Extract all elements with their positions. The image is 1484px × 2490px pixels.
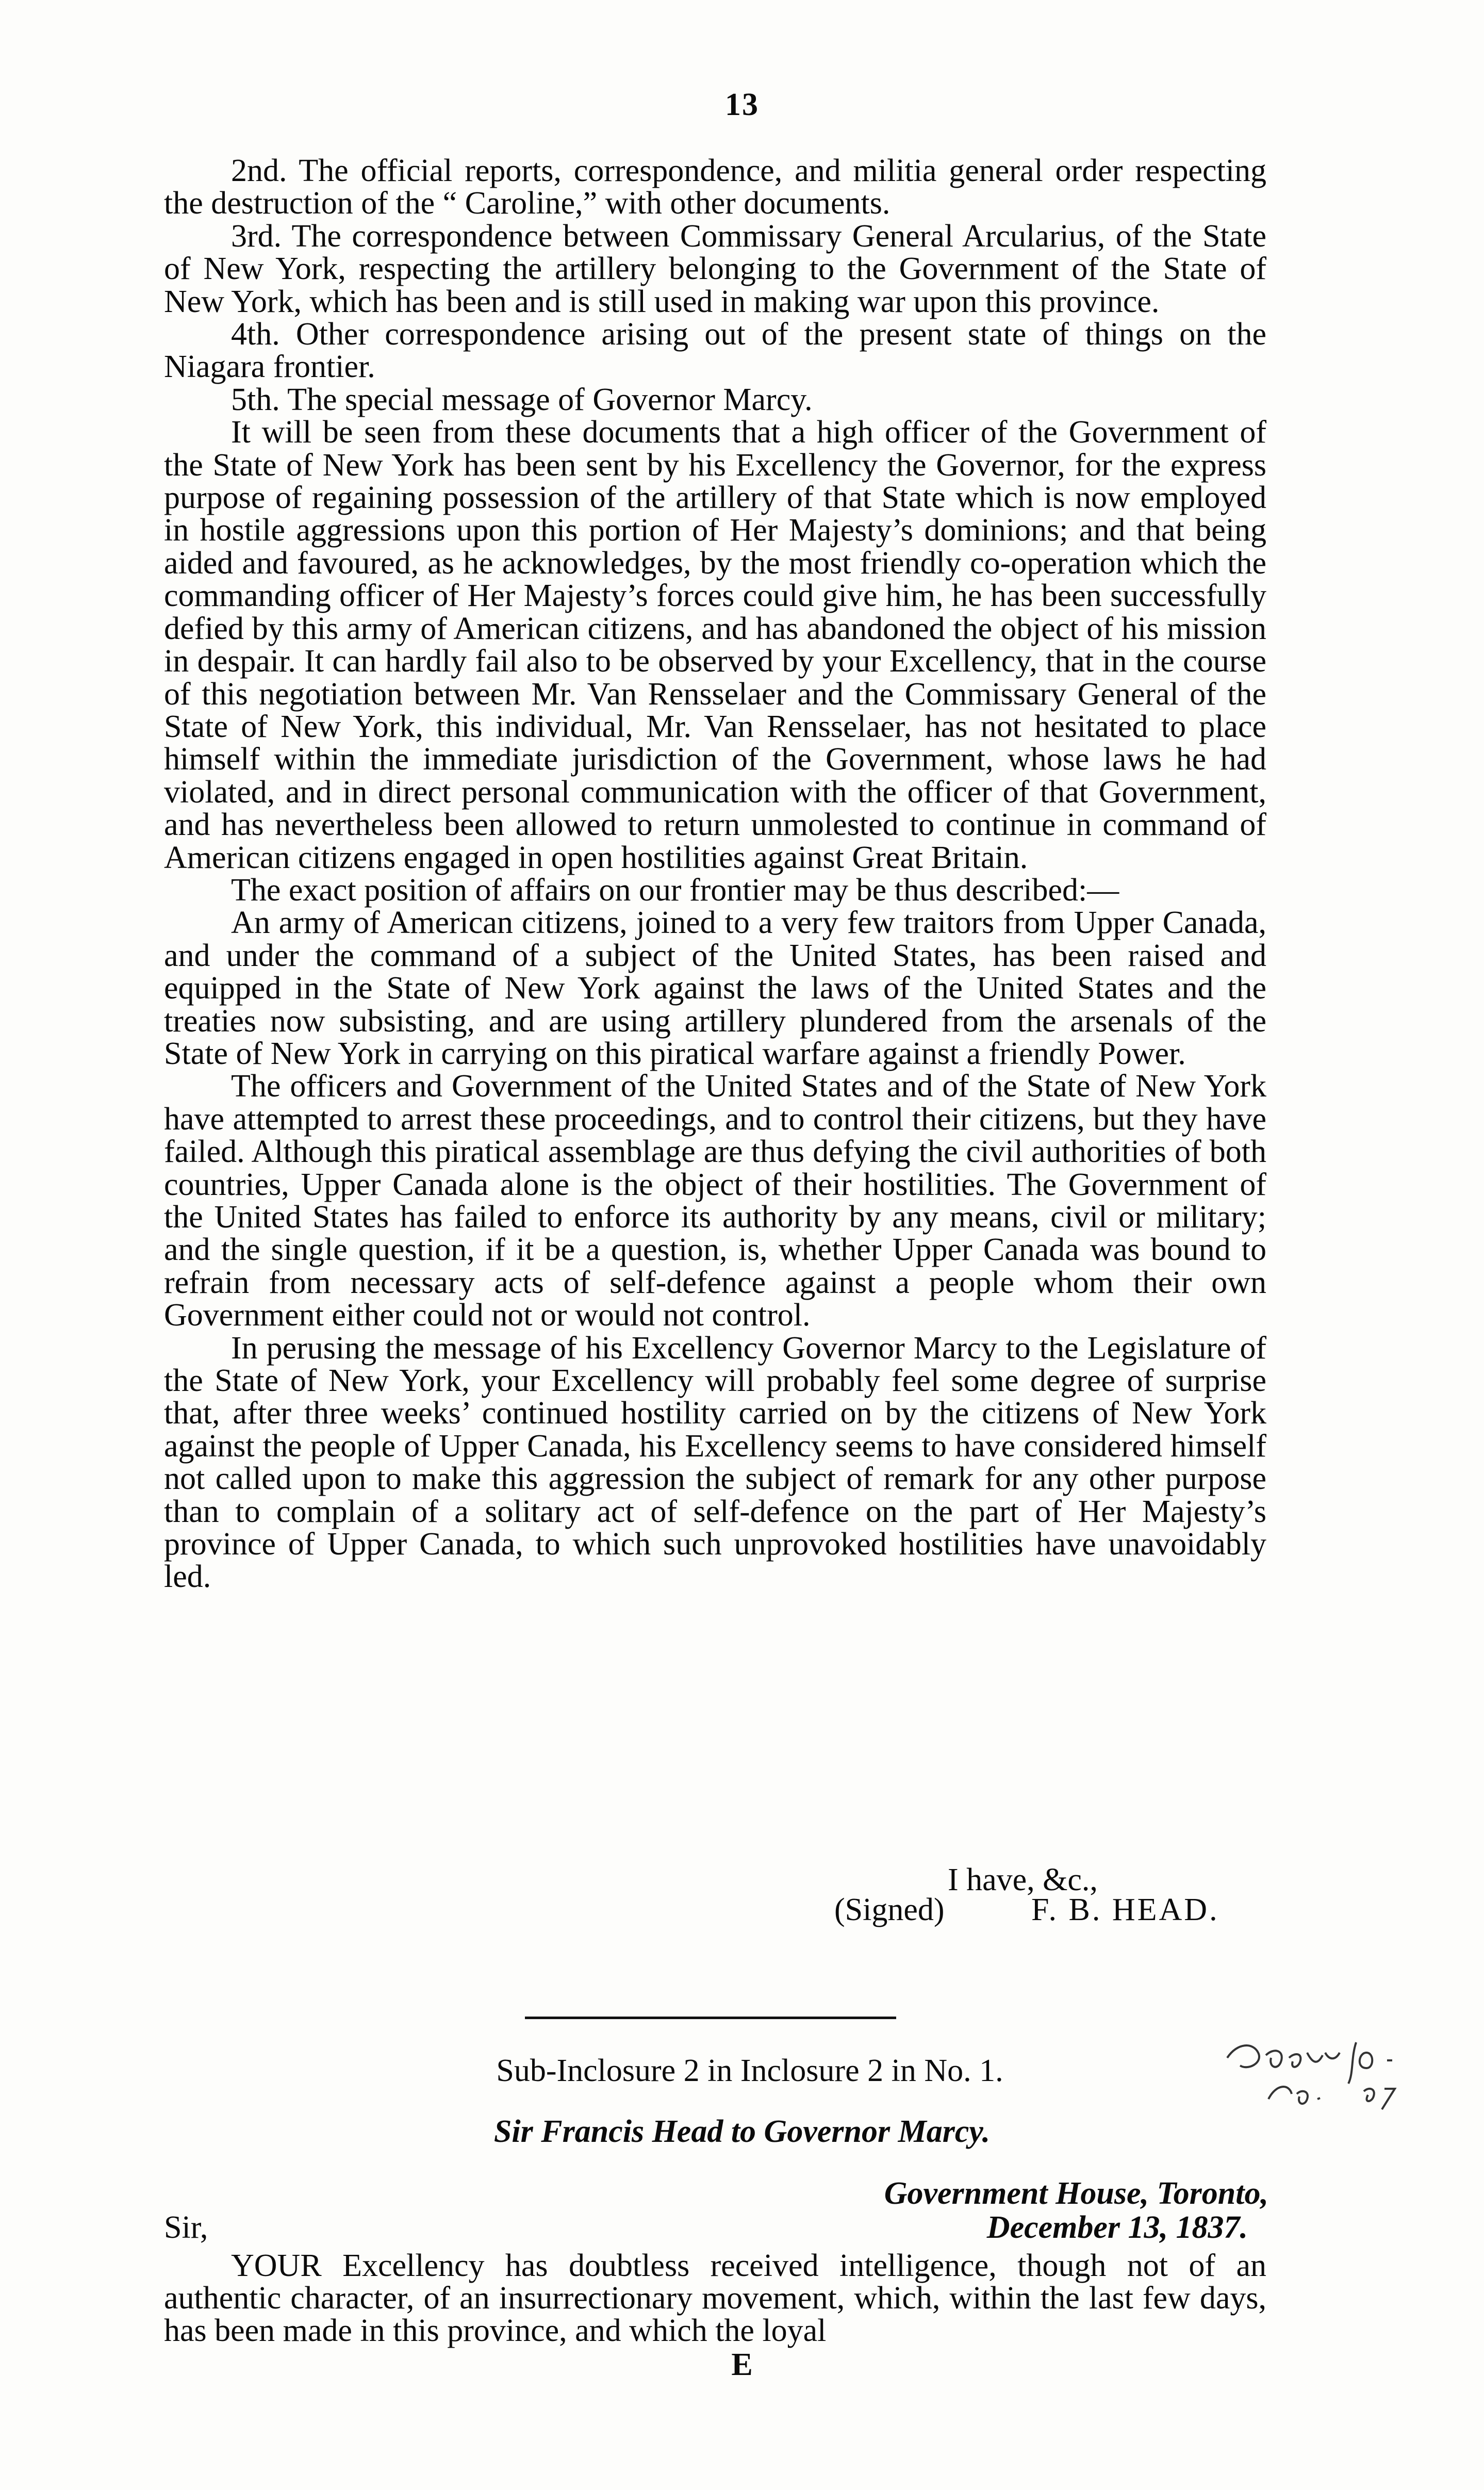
paragraph-item-2nd: 2nd. The official reports, correspondence, and militia general order respecting the destruction of the “ Caroline,” with other documents. [164, 153, 1266, 221]
paragraph-item-5th: 5th. The special message of Governor Marcy. [231, 382, 813, 417]
closing-signer: F. B. HEAD. [1031, 1892, 1219, 1927]
body-text [164, 155, 1266, 1594]
section-divider [525, 2017, 896, 2019]
page-number: 13 [725, 87, 759, 122]
paragraph-perusing: In perusing the message of his Excellency Governor Marcy to the Legislature of the State of New York, your Excellency will probably feel some degree of surprise that, after three weeks’ continued hostility carried on by the citizens of New York against the people of Upper Canada, his Excellency seems to have considered himself not called upon to make this aggression the subject of remark for any other purpose than to complain of a solitary act of self-defence on the part of Her Majesty’s province of Upper Canada, to which such unprovoked hostilities have unavoidably led. [164, 1330, 1266, 1595]
signature-mark: E [731, 2347, 753, 2382]
paragraph-item-4th: 4th. Other correspondence arising out of the present state of things on the Niagara frontier. [164, 317, 1266, 385]
letter-date: December 13, 1837. [986, 2210, 1248, 2245]
paragraph-documents-summary: It will be seen from these documents that a high officer of the Government of the State of New York has been sent by his Excellency the Governor, for the express purpose of regaining possession of the artillery of that State which is now employed in hostile aggressions upon this portion of Her Majesty’s dominions; and that being aided and favoured, as he acknowledges, by the most friendly co-operation which the commanding officer of Her Majesty’s forces could give him, he has been successfully defied by this army of American citizens, and has abandoned the object of his mission in despair. It can hardly fail also to be observed by your Excellency, that in the course of this negotiation between Mr. Van Rensselaer and the Commissary General of the State of New York, this individual, Mr. Van Rensselaer, has not hesitated to place himself within the immediate jurisdiction of the Government, whose laws he had violated, and in direct personal communication with the officer of that Government, and has nevertheless been allowed to return unmolested to continue in command of American citizens engaged in open hostilities against Great Britain. [164, 415, 1266, 875]
closing-have: I have, &c., [948, 1862, 1098, 1897]
letter-place: Government House, Toronto, [884, 2176, 1268, 2211]
paragraph-army: An army of American citizens, joined to a very few traitors from Upper Canada, and under the command of a subject of the United States, has been raised and equipped in the State of New York against the laws of the United States and the treaties now subsisting, and are using artillery plundered from the arsenals of the State of New York in carrying on this piratical warfare against a friendly Power. [164, 905, 1266, 1071]
handwritten-annotation [1217, 2022, 1475, 2115]
letter-paragraph: YOUR Excellency has doubtless received intelligence, though not of an authentic character, of an insurrectionary movement, which, within the last few days, has been made in this province, and which the loyal [164, 2248, 1266, 2348]
sub-inclosure-heading: Sub-Inclosure 2 in Inclosure 2 in No. 1. [496, 2053, 1003, 2088]
sub-inclosure-title: Sir Francis Head to Governor Marcy. [493, 2114, 991, 2149]
paragraph-exact-position: The exact position of affairs on our frontier may be thus described:— [231, 872, 1119, 908]
closing-signed-label: (Signed) [834, 1892, 945, 1927]
paragraph-item-3rd: 3rd. The correspondence between Commissary General Arcularius, of the State of New York, respecting the artillery belonging to the Government of the State of New York, which has been and is still used in making war upon this province. [164, 218, 1266, 319]
letter-salutation: Sir, [164, 2210, 208, 2245]
paragraph-officers: The officers and Government of the United States and of the State of New York have attempted to arrest these proceedings, and to control their citizens, but they have failed. Although this piratical assemblage are thus defying the civil authorities of both countries, Upper Canada alone is the object of their hostilities. The Government of the United States has failed to enforce its authority by any means, civil or military; and the single question, if it be a question, is, whether Upper Canada was bound to refrain from necessary acts of self-defence against a people whom their own Government either could not or would not control. [164, 1069, 1266, 1333]
letter-body [164, 2250, 1266, 2347]
